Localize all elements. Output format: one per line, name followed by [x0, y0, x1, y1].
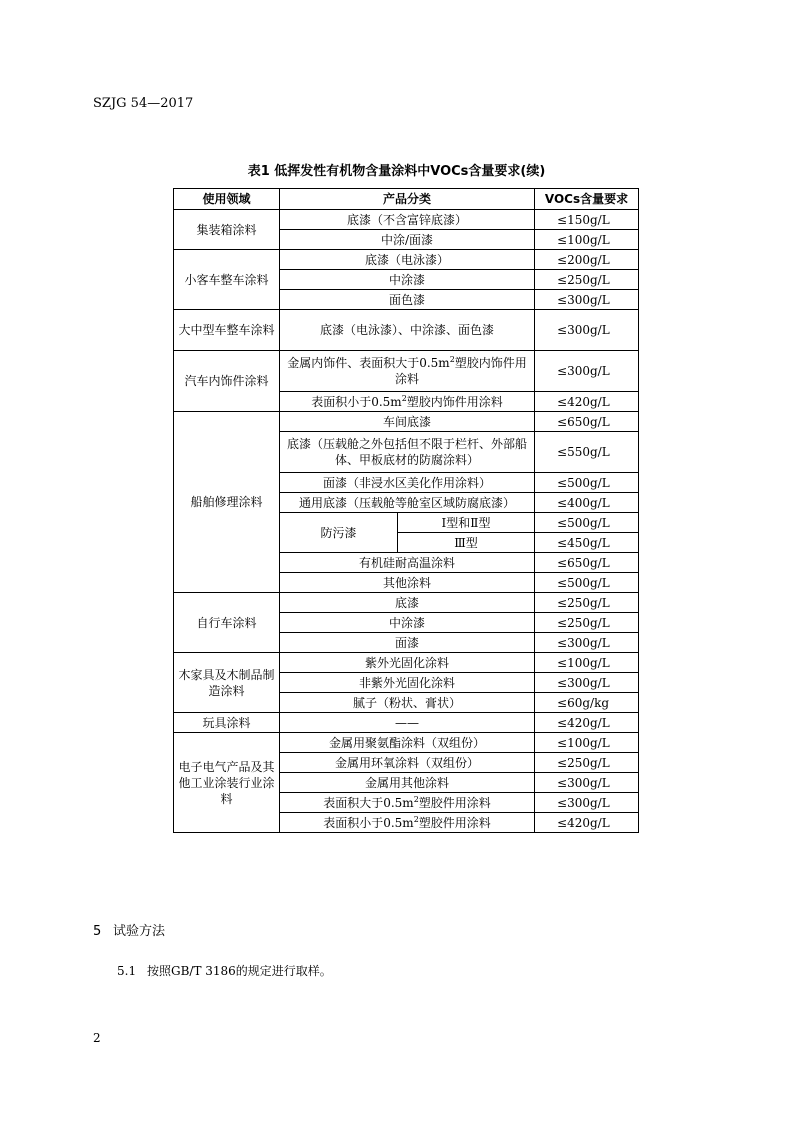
product-cell: 防污漆 [280, 513, 398, 553]
page-number: 2 [93, 1031, 101, 1045]
section-number: 5 [93, 924, 102, 939]
limit-cell: ≤300g/L [535, 773, 639, 793]
domain-cell: 集装箱涂料 [174, 210, 280, 250]
limit-cell: ≤500g/L [535, 473, 639, 493]
section-title: 试验方法 [113, 924, 166, 939]
table-row [174, 733, 639, 753]
product-cell: —— [280, 713, 535, 733]
product-cell: 中涂漆 [280, 613, 535, 633]
header-voc-limit: VOCs含量要求 [535, 189, 639, 210]
limit-cell: ≤500g/L [535, 573, 639, 593]
clause-paragraph [117, 962, 332, 979]
product-cell: 紫外光固化涂料 [280, 653, 535, 673]
limit-cell: ≤100g/L [535, 230, 639, 250]
limit-cell: ≤300g/L [535, 310, 639, 351]
limit-cell: ≤300g/L [535, 673, 639, 693]
table-header-row [174, 189, 639, 210]
table-caption: 表1 低挥发性有机物含量涂料中VOCs含量要求(续) [247, 164, 546, 179]
product-cell: 车间底漆 [280, 412, 535, 432]
limit-cell: ≤100g/L [535, 653, 639, 673]
product-cell: 底漆 [280, 593, 535, 613]
limit-cell: ≤250g/L [535, 613, 639, 633]
limit-cell: ≤200g/L [535, 250, 639, 270]
limit-cell: ≤250g/L [535, 270, 639, 290]
product-cell: 面色漆 [280, 290, 535, 310]
product-cell: 金属用聚氨酯涂料（双组份） [280, 733, 535, 753]
header-domain: 使用领域 [174, 189, 280, 210]
product-cell: 通用底漆（压载舱等舱室区域防腐底漆） [280, 493, 535, 513]
product-cell: 中涂/面漆 [280, 230, 535, 250]
product-cell: 底漆（电泳漆）、中涂漆、面色漆 [280, 310, 535, 351]
section-heading [93, 920, 165, 939]
product-cell: 金属内饰件、表面积大于$0.5m^2$塑胶内饰件用涂料 [280, 351, 535, 392]
voc-requirements-table [173, 188, 639, 833]
product-cell: 金属用环氧涂料（双组份） [280, 753, 535, 773]
table-row [174, 210, 639, 230]
domain-cell: 船舶修理涂料 [174, 412, 280, 593]
product-cell: 表面积大于$0.5m^2$塑胶件用涂料 [280, 793, 535, 813]
domain-cell: 大中型车整车涂料 [174, 310, 280, 351]
domain-cell: 玩具涂料 [174, 713, 280, 733]
product-cell: 面漆 [280, 633, 535, 653]
domain-cell: 电子电气产品及其他工业涂装行业涂料 [174, 733, 280, 833]
product-cell: 底漆（电泳漆） [280, 250, 535, 270]
domain-cell: 木家具及木制品制造涂料 [174, 653, 280, 713]
limit-cell: ≤420g/L [535, 392, 639, 412]
clause-number: 5.1 [117, 964, 137, 978]
table-row [174, 713, 639, 733]
limit-cell: ≤60g/kg [535, 693, 639, 713]
limit-cell: ≤300g/L [535, 793, 639, 813]
product-cell: 其他涂料 [280, 573, 535, 593]
domain-cell: 自行车涂料 [174, 593, 280, 653]
table-row [174, 412, 639, 432]
limit-cell: ≤420g/L [535, 713, 639, 733]
domain-cell: 汽车内饰件涂料 [174, 351, 280, 412]
table-row [174, 250, 639, 270]
limit-cell: ≤250g/L [535, 593, 639, 613]
domain-cell: 小客车整车涂料 [174, 250, 280, 310]
product-cell: 腻子（粉状、膏状） [280, 693, 535, 713]
product-cell: 表面积小于$0.5m^2$塑胶内饰件用涂料 [280, 392, 535, 412]
product-cell: 金属用其他涂料 [280, 773, 535, 793]
limit-cell: ≤100g/L [535, 733, 639, 753]
product-cell: 中涂漆 [280, 270, 535, 290]
limit-cell: ≤650g/L [535, 412, 639, 432]
product-cell: 底漆（压载舱之外包括但不限于栏杆、外部船体、甲板底材的防腐涂料） [280, 432, 535, 473]
limit-cell: ≤300g/L [535, 290, 639, 310]
product-cell: 有机硅耐高温涂料 [280, 553, 535, 573]
limit-cell: ≤250g/L [535, 753, 639, 773]
table-row [174, 653, 639, 673]
table-row [174, 351, 639, 392]
product-cell: 非紫外光固化涂料 [280, 673, 535, 693]
limit-cell: ≤420g/L [535, 813, 639, 833]
limit-cell: ≤450g/L [535, 533, 639, 553]
limit-cell: ≤650g/L [535, 553, 639, 573]
subtype-cell: Ⅲ型 [398, 533, 535, 553]
limit-cell: ≤150g/L [535, 210, 639, 230]
product-cell: 面漆（非浸水区美化作用涂料） [280, 473, 535, 493]
subtype-cell: Ⅰ型和Ⅱ型 [398, 513, 535, 533]
limit-cell: ≤500g/L [535, 513, 639, 533]
limit-cell: ≤400g/L [535, 493, 639, 513]
table-row [174, 593, 639, 613]
table-row [174, 310, 639, 351]
product-cell: 底漆（不含富锌底漆） [280, 210, 535, 230]
header-product: 产品分类 [280, 189, 535, 210]
limit-cell: ≤300g/L [535, 633, 639, 653]
product-cell: 表面积小于$0.5m^2$塑胶件用涂料 [280, 813, 535, 833]
document-code: SZJG 54—2017 [93, 96, 194, 111]
limit-cell: ≤550g/L [535, 432, 639, 473]
limit-cell: ≤300g/L [535, 351, 639, 392]
clause-text: 按照GB/T 3186的规定进行取样。 [147, 964, 332, 978]
